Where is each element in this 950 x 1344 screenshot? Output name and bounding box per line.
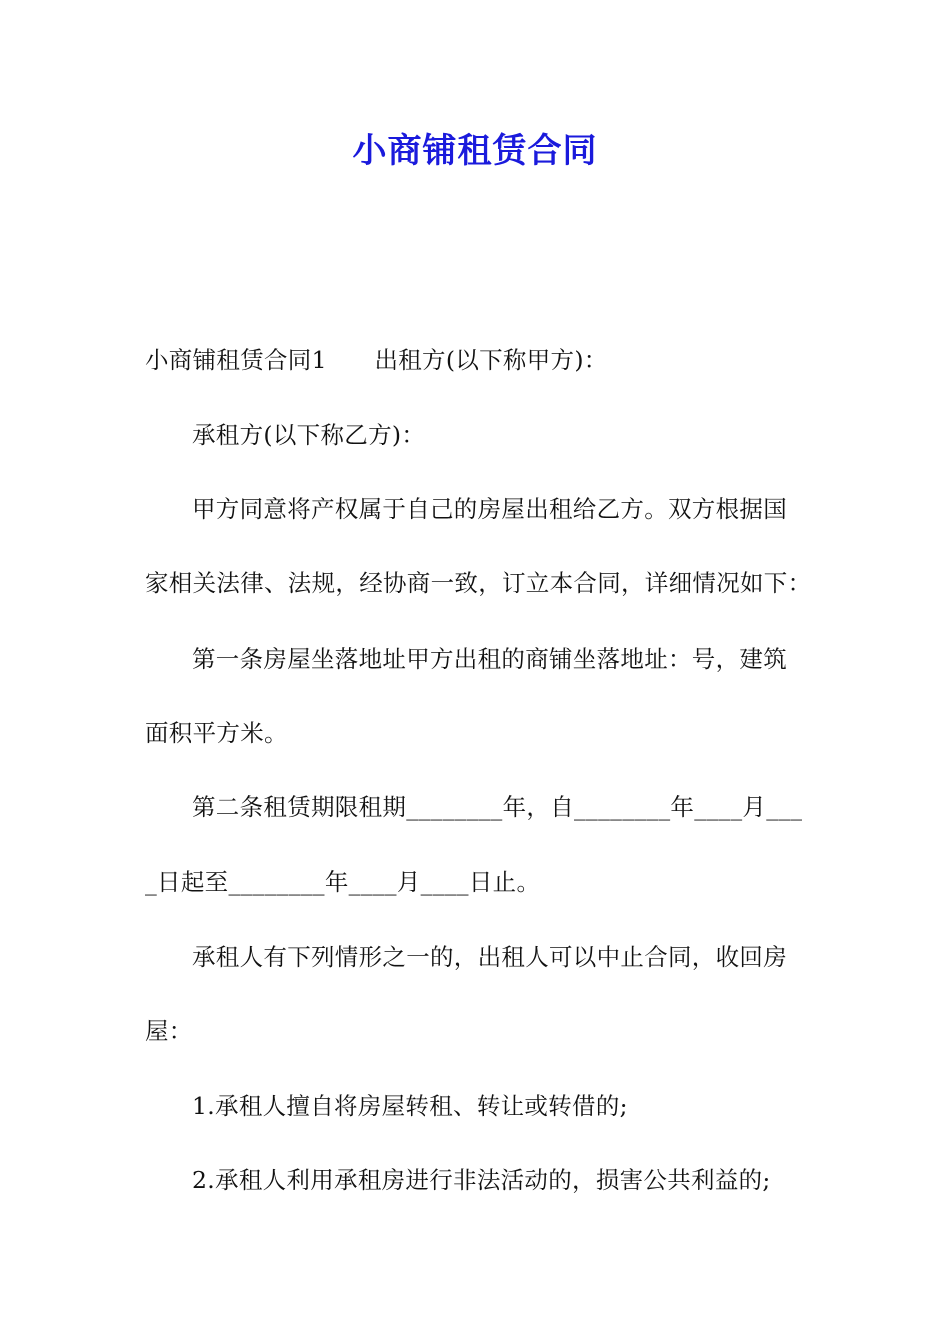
- paragraph-line: 屋：: [145, 1017, 193, 1045]
- paragraph-line: 面积平方米。: [145, 719, 288, 747]
- paragraph-line: 第二条租赁期限租期________年，自________年____月___: [192, 793, 803, 821]
- paragraph-line: 2.承租人利用承租房进行非法活动的，损害公共利益的;: [192, 1166, 771, 1194]
- paragraph-line: 第一条房屋坐落地址甲方出租的商铺坐落地址：号，建筑: [192, 645, 787, 673]
- paragraph-line: 承租人有下列情形之一的，出租人可以中止合同，收回房: [192, 943, 787, 971]
- document-title: 小商铺租赁合同: [352, 131, 598, 171]
- paragraph-line: 小商铺租赁合同1 出租方(以下称甲方)：: [145, 346, 608, 374]
- paragraph-line: 承租方(以下称乙方)：: [192, 421, 426, 449]
- paragraph-line: 甲方同意将产权属于自己的房屋出租给乙方。双方根据国: [192, 495, 787, 523]
- paragraph-line: 家相关法律、法规，经协商一致，订立本合同，详细情况如下：: [145, 569, 812, 597]
- paragraph-line: 1.承租人擅自将房屋转租、转让或转借的;: [192, 1092, 628, 1120]
- paragraph-line: _日起至________年____月____日止。: [145, 868, 541, 896]
